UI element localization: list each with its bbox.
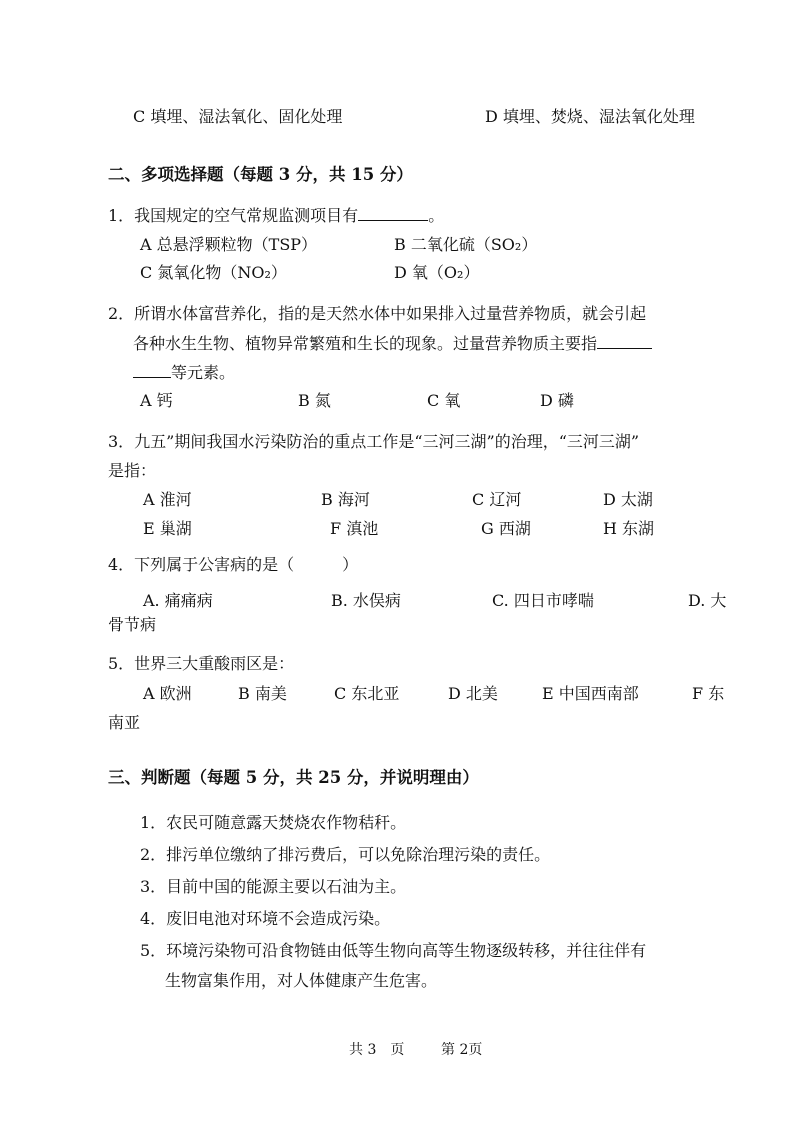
option-d: D 北美 [448,684,498,703]
option-d: D. 大 [688,591,727,610]
option-c: C 氧 [427,391,461,410]
judgment-item-continued: 生物富集作用，对人体健康产生危害。 [165,971,438,990]
question-3-line-2: 是指： [108,461,157,480]
option-b: B. 水俣病 [331,591,401,610]
question-stem: 1．我国规定的空气常规监测项目有 [108,206,359,225]
option-b: B 氮 [298,391,331,410]
option-f: F 滇池 [330,519,379,538]
question-3-line-1: 3．九五”期间我国水污染防治的重点工作是“三河三湖”的治理，“三河三湖” [108,432,640,451]
question-text: 等元素。 [171,363,236,382]
judgment-item: 5．环境污染物可沿食物链由低等生物向高等生物逐级转移，并往往伴有 [140,941,647,960]
option-a: A 欧洲 [143,684,192,703]
judgment-item: 2．排污单位缴纳了排污费后，可以免除治理污染的责任。 [140,845,551,864]
question-2-line-3 [133,363,235,383]
option-d: D 太湖 [603,490,653,509]
option-b: B 南美 [238,684,287,703]
option-a: A 总悬浮颗粒物（TSP） [140,235,318,254]
judgment-item: 4．废旧电池对环境不会造成污染。 [140,909,391,928]
judgment-item: 1．农民可随意露天焚烧农作物秸秆。 [140,813,407,832]
page-total: 共 3 页 [349,1042,405,1058]
question-2-line-1: 2．所谓水体富营养化，指的是天然水体中如果排入过量营养物质，就会引起 [108,304,647,323]
option-f-continued: 南亚 [108,713,141,732]
section-heading: 三、判断题（每题 5 分，共 25 分，并说明理由） [108,768,479,787]
option-c: C. 四日市哮喘 [492,591,594,610]
option-c: C 东北亚 [334,684,400,703]
answer-blank[interactable] [133,363,171,378]
question-1 [108,206,444,226]
judgment-item: 3．目前中国的能源主要以石油为主。 [140,877,407,896]
option-d: D 填埋、焚烧、湿法氧化处理 [485,107,695,126]
option-f: F 东 [692,684,725,703]
option-a: A 钙 [140,391,173,410]
option-d-continued: 骨节病 [108,615,157,634]
option-d: D 磷 [540,391,574,410]
option-d: D 氧（O₂） [394,263,480,282]
question-2-line-2 [133,334,652,354]
question-4: 4．下列属于公害病的是（ ） [108,555,359,574]
option-c: C 填埋、湿法氧化、固化处理 [133,107,343,126]
option-a: A. 痛痛病 [143,591,213,610]
question-text: 各种水生生物、植物异常繁殖和生长的现象。过量营养物质主要指 [133,334,598,353]
option-a: A 淮河 [143,490,192,509]
option-h: H 东湖 [603,519,655,538]
page-number: 第 2页 [441,1042,483,1058]
option-b: B 二氧化硫（SO₂） [394,235,538,254]
option-e: E 巢湖 [143,519,192,538]
option-b: B 海河 [321,490,370,509]
answer-blank[interactable] [358,206,428,221]
answer-blank[interactable] [597,334,652,349]
section-heading: 二、多项选择题（每题 3 分，共 15 分） [108,165,413,184]
punctuation: 。 [428,206,445,225]
option-c: C 氮氧化物（NO₂） [140,263,287,282]
question-5: 5．世界三大重酸雨区是： [108,654,295,673]
option-e: E 中国西南部 [542,684,639,703]
option-c: C 辽河 [472,490,522,509]
option-g: G 西湖 [481,519,531,538]
